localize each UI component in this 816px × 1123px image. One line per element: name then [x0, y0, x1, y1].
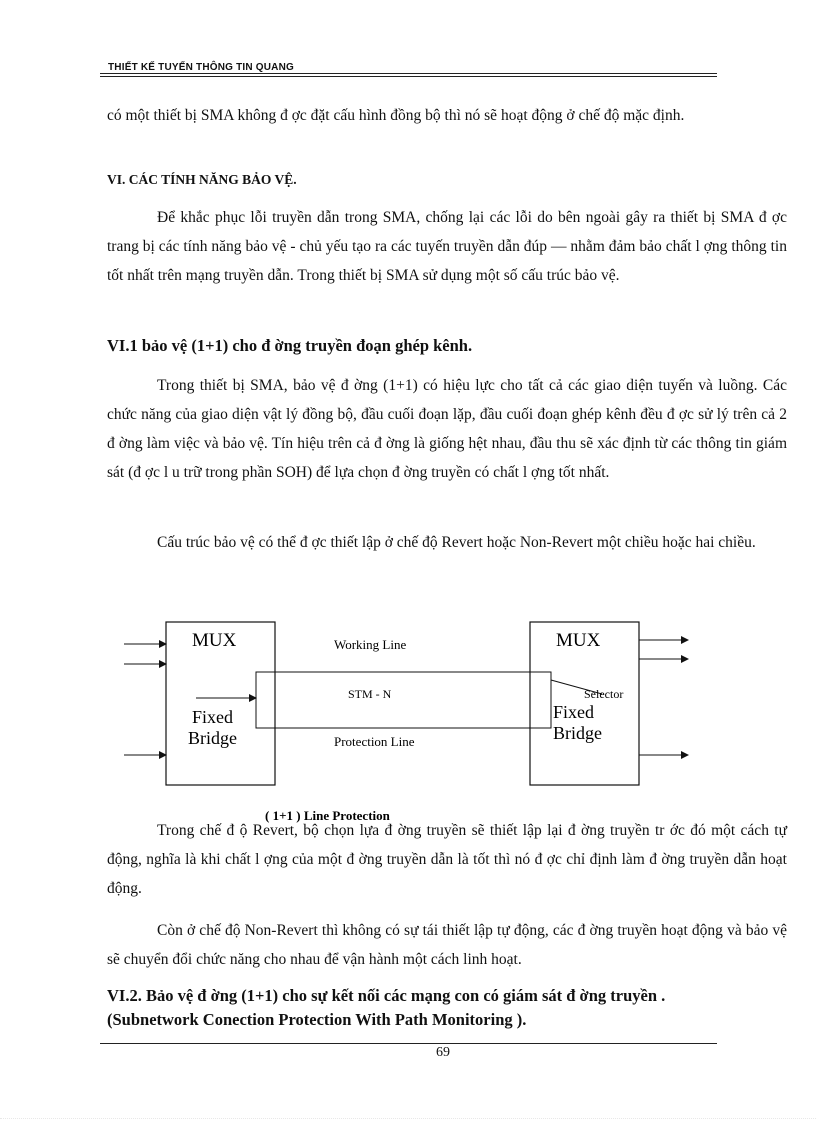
page-number: 69 [436, 1045, 450, 1060]
section-heading-vi-2-line-1: VI.2. Bảo vệ đ ờng (1+1) cho sự kết nối các mạng con có giám sát đ ờng truyền . [107, 986, 666, 1005]
paragraph-1: có một thiết bị SMA không đ ợc đặt cấu hình đồng bộ thì nó sẽ hoạt động ở chế độ mặc định. [107, 107, 685, 124]
protection-line-label: Protection Line [334, 734, 415, 749]
right-bridge-label-1: Fixed [553, 702, 595, 722]
stm-n-label: STM - N [348, 687, 392, 701]
section-heading-vi: VI. CÁC TÍNH NĂNG BẢO VỆ. [107, 172, 297, 187]
paragraph-4: Cấu trúc bảo vệ có thể đ ợc thiết lập ở chế độ Revert hoặc Non-Revert một chiều hoặc hai chiều. [157, 534, 756, 551]
paragraph-5: Trong chế đ ộ Revert, bộ chọn lựa đ ờng truyền sẽ thiết lập lại đ ờng truyền tr ớc đó một cách tự động, nghĩa là khi chất l ợng của một đ ờng truyền dẫn là tốt thì nó đ ợc chỉ định làm đ ờng truyền dẫn hoạt động. [107, 822, 787, 897]
right-mux-label: MUX [556, 630, 601, 651]
section-heading-vi-1: VI.1 bảo vệ (1+1) cho đ ờng truyền đoạn ghép kênh. [107, 336, 473, 355]
paragraph-3: Trong thiết bị SMA, bảo vệ đ ờng (1+1) có hiệu lực cho tất cả các giao diện tuyến và luồng. Các chức năng của giao diện vật lý đồng bộ, đầu cuối đoạn lặp, đầu cuối đoạn ghép kênh đều đ ợc sử lý trên cả 2 đ ờng làm việc và bảo vệ. Tín hiệu trên cả đ ờng là giống hệt nhau, đầu thu sẽ xác định từ các thông tin giám sát (đ ợc l u trữ trong phần SOH) để lựa chọn đ ờng truyền có chất l ợng tốt nhất. [107, 377, 787, 481]
footer-rule [100, 1043, 717, 1044]
diagram-caption: ( 1+1 ) Line Protection [265, 808, 390, 823]
working-protection-channel [256, 672, 551, 728]
left-mux-label: MUX [192, 630, 237, 651]
line-protection-diagram [100, 612, 720, 824]
left-bridge-label-1: Fixed [192, 707, 234, 727]
header-rule-2 [100, 76, 717, 77]
paragraph-6: Còn ở chế độ Non-Revert thì không có sự tái thiết lập tự động, các đ ờng truyền hoạt động và bảo vệ sẽ chuyển đổi chức năng cho nhau để vận hành một cách linh hoạt. [107, 922, 787, 968]
left-bridge-label-2: Bridge [188, 728, 237, 748]
page-bottom-dotted-rule [0, 1118, 816, 1119]
paragraph-2: Để khắc phục lỗi truyền dẫn trong SMA, chống lại các lỗi do bên ngoài gây ra thiết bị SMA đ ợc trang bị các tính năng bảo vệ - chủ yếu tạo ra các tuyến truyền dẫn đúp — nhằm đảm bảo chất l ợng thông tin tốt nhất trên mạng truyền dẫn. Trong thiết bị SMA sử dụng một số cấu trúc bảo vệ. [107, 209, 787, 284]
running-header: THIẾT KẾ TUYẾN THÔNG TIN QUANG [108, 62, 294, 73]
right-bridge-label-2: Bridge [553, 723, 602, 743]
header-rule [100, 73, 717, 74]
selector-label: Selector [584, 687, 624, 701]
section-heading-vi-2-line-2: (Subnetwork Conection Protection With Path Monitoring ). [107, 1010, 527, 1029]
working-line-label: Working Line [334, 637, 407, 652]
